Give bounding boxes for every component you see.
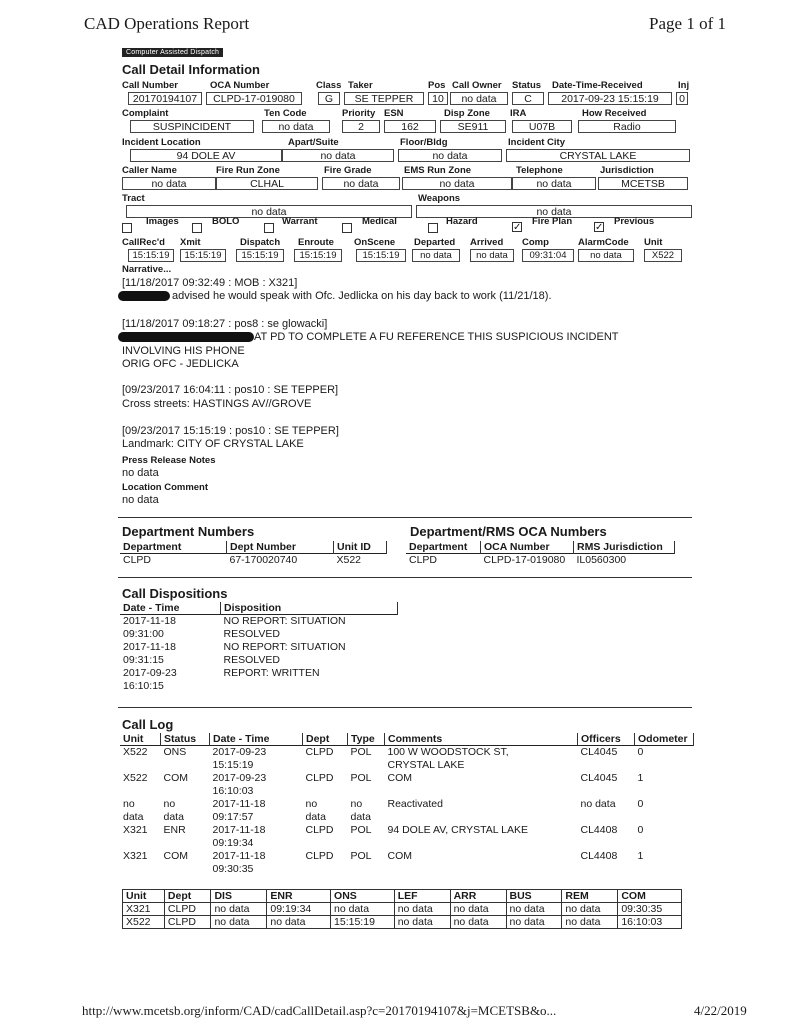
cell: X321 [123,903,165,916]
cell [161,863,210,876]
field-value: no data [416,205,692,218]
cell [385,863,578,876]
field-value: SUSPINCIDENT [130,120,254,133]
col-header: REM [562,890,618,903]
cell [385,837,578,850]
col-header: Comments [385,733,578,746]
cell: 09:19:34 [267,903,331,916]
cell [221,680,398,693]
table-row [120,654,398,667]
cell: data [350,811,371,823]
time-label: Xmit [180,237,201,248]
narrative-entry-head: [11/18/2017 09:18:27 : pos8 : se glowacki] [122,318,328,330]
narrative-entry-text: advised he would speak with Ofc. Jedlicka on his day back to work (11/21/18). [172,290,552,302]
cell [120,837,161,850]
col-header: Odometer [635,733,694,746]
cell: 2017-11-18 [212,824,266,836]
field-value: no data [122,177,216,190]
page-indicator: Page 1 of 1 [649,14,726,33]
cell: 1 [637,772,644,784]
table-row [123,916,682,929]
cell: 94 DOLE AV, CRYSTAL LAKE [387,824,528,836]
field-value: no data [402,177,512,190]
cell: no data [450,903,506,916]
cell: REPORT: WRITTEN [223,667,320,679]
field-value: no data [512,177,596,190]
narrative-label: Narrative... [122,264,172,275]
checkbox-icon [264,223,274,233]
time-value: 15:15:19 [356,249,406,262]
cell: 09:17:57 [212,811,254,823]
field-value: 2017-09-23 15:15:19 [548,92,672,105]
narrative-entry-text: INVOLVING HIS PHONE [122,345,245,357]
field-value: CLHAL [216,177,318,190]
cell [161,785,210,798]
cell: 15:15:19 [331,916,395,929]
field-value: no data [322,177,400,190]
field-label: Pos [428,80,446,91]
time-label: Dispatch [240,237,281,248]
field-value: CRYSTAL LAKE [506,149,690,162]
table-row [120,824,694,837]
cell: 09:30:35 [618,903,682,916]
cell [303,837,348,850]
col-header: ARR [450,890,506,903]
cell: CLPD [123,554,152,566]
field-value: 2 [342,120,380,133]
cell: data [123,811,144,823]
cell: no data [394,916,450,929]
rms-numbers-title: Department/RMS OCA Numbers [410,524,607,539]
cell [635,811,694,824]
field-value: no data [450,92,508,105]
field-value: U07B [512,120,572,133]
cell [348,785,385,798]
checkbox-icon [192,223,202,233]
field-label: IRA [510,108,527,119]
checkbox-label: BOLO [212,216,240,227]
field-value: SE TEPPER [344,92,424,105]
field-label: Taker [348,80,373,91]
field-label: Apart/Suite [288,137,339,148]
table-row [120,615,398,629]
col-header: Date - Time [120,602,221,615]
col-header: COM [618,890,682,903]
cell: 16:10:03 [212,785,254,797]
field-label: Caller Name [122,165,177,176]
col-header: OCA Number [481,541,574,554]
cell: NO REPORT: SITUATION [223,641,346,653]
cell: no data [580,798,616,810]
cell: X321 [123,824,148,836]
cell: RESOLVED [223,654,280,666]
col-header: Department [406,541,481,554]
cell: no [163,798,176,810]
cell: no [350,798,363,810]
dept-numbers-table [120,541,387,567]
time-value: 15:15:19 [236,249,284,262]
checkbox-label: Warrant [282,216,318,227]
cell: 09:30:35 [212,863,254,875]
cell [635,863,694,876]
checkbox-checked-icon: ✓ [595,222,604,233]
field-value: SE911 [440,120,506,133]
checkbox-label: Hazard [446,216,478,227]
time-value: 09:31:04 [522,249,574,262]
cell [578,785,635,798]
field-value: no data [126,205,412,218]
checkbox-checked-icon: ✓ [513,222,522,233]
cell [578,811,635,824]
cell: COM [387,772,412,784]
cell: data [163,811,184,823]
time-label: CallRec'd [122,237,165,248]
cell: 0 [637,746,644,758]
cell: 09:31:15 [123,654,164,666]
cell [635,759,694,772]
cell: ENR [163,824,186,836]
cell: NO REPORT: SITUATION [223,615,346,627]
cell: RESOLVED [223,628,280,640]
field-value: 0 [676,92,688,105]
cell: no data [506,916,562,929]
cell: no data [331,903,395,916]
cell [385,785,578,798]
cell [385,811,578,824]
cell: X522 [123,916,165,929]
field-value: no data [262,120,330,133]
cell: CRYSTAL LAKE [387,759,465,771]
col-header: Date - Time [210,733,303,746]
table-row [120,863,694,876]
dispositions-table [120,602,398,693]
cell: CLPD [305,850,334,862]
col-header: DIS [211,890,267,903]
col-header: Status [161,733,210,746]
field-value: CLPD-17-019080 [206,92,302,105]
cell: POL [350,824,372,836]
table-row [120,811,694,824]
cell [578,759,635,772]
cell: 2017-09-23 [212,772,267,784]
cell [348,837,385,850]
col-header: Unit [123,890,165,903]
report-title: CAD Operations Report [84,14,250,33]
location-comment-label: Location Comment [122,482,209,493]
cad-badge: Computer Assisted Dispatch [122,48,223,57]
dispositions-title: Call Dispositions [122,586,228,601]
footer-date: 4/22/2019 [694,1003,747,1018]
divider [118,517,692,518]
cell: 2017-11-18 [212,798,266,810]
field-label: Date-Time-Received [552,80,643,91]
table-row [120,785,694,798]
cell [120,863,161,876]
checkbox-label: Fire Plan [532,216,573,227]
col-header: Department [120,541,227,554]
cell: no data [562,903,618,916]
field-value: 10 [428,92,448,105]
field-label: How Received [582,108,647,119]
table-row [120,667,398,680]
time-label: OnScene [354,237,396,248]
table-row [120,772,694,785]
checkbox-label: Previous [614,216,655,227]
time-label: Comp [522,237,549,248]
col-header: Dept Number [227,541,334,554]
field-label: Incident City [508,137,566,148]
cell: Reactivated [387,798,443,810]
unit-times-table [122,889,682,929]
narrative-entry-head: [11/18/2017 09:32:49 : MOB : X321] [122,277,298,289]
cell: no data [211,916,267,929]
cell: CLPD [305,824,334,836]
cell: 1 [637,850,644,862]
cell [161,759,210,772]
field-label: Incident Location [122,137,201,148]
cell: 15:15:19 [212,759,254,771]
cell [303,863,348,876]
cell: no data [562,916,618,929]
field-label: Inj [678,80,690,91]
cell: 09:31:00 [123,628,164,640]
col-header: ONS [331,890,395,903]
time-value: no data [578,249,634,262]
checkbox-icon [342,223,352,233]
cell [578,863,635,876]
table-row [120,798,694,811]
cell [120,785,161,798]
cell: X522 [123,772,148,784]
field-label: Call Owner [452,80,502,91]
field-value: G [318,92,340,105]
field-value: Radio [578,120,676,133]
col-header: LEF [394,890,450,903]
table-row [406,554,675,568]
col-header: Type [348,733,385,746]
call-log-title: Call Log [122,717,174,732]
cell [303,785,348,798]
field-label: Complaint [122,108,169,119]
cell [303,759,348,772]
cell: 2017-09-23 [123,667,177,679]
cell: POL [350,746,372,758]
table-row [120,746,694,760]
divider [118,707,692,708]
call-detail-title: Call Detail Information [122,62,260,77]
time-label: Unit [644,237,663,248]
dept-numbers-title: Department Numbers [122,524,255,539]
table-row [120,837,694,850]
cell [578,837,635,850]
table-row [120,850,694,863]
table-row [120,641,398,654]
cell: 2017-11-18 [123,641,176,653]
cell: 67-170020740 [229,554,298,566]
call-log-table [120,733,694,876]
narrative-entry-head: [09/23/2017 16:04:11 : pos10 : SE TEPPER] [122,384,339,396]
field-label: Ten Code [264,108,307,119]
cell: no [123,798,135,810]
field-label: Class [316,80,342,91]
divider [118,577,692,578]
narrative-entry-text: ORIG OFC - JEDLICKA [122,358,239,370]
field-value: 162 [384,120,436,133]
cell: 0 [637,824,644,836]
field-label: Jurisdiction [600,165,654,176]
narrative-entry-text: AT PD TO COMPLETE A FU REFERENCE THIS SUSPICIOUS INCIDENT [254,331,619,343]
field-value: no data [398,149,502,162]
field-value: 20170194107 [128,92,202,105]
time-label: Departed [414,237,456,248]
col-header: RMS Jurisdiction [574,541,675,554]
cell: CLPD [164,903,211,916]
col-header: Disposition [221,602,398,615]
field-label: Disp Zone [444,108,490,119]
field-label: EMS Run Zone [404,165,472,176]
cell: no data [211,903,267,916]
cell: CLPD-17-019080 [483,554,566,566]
table-row [123,903,682,916]
cell: COM [387,850,412,862]
cell: CL4408 [580,824,618,836]
cell: X522 [336,554,362,566]
checkbox-icon [428,223,438,233]
cell: CLPD [409,554,438,566]
field-label: OCA Number [210,80,270,91]
cell [348,759,385,772]
time-value: 15:15:19 [294,249,342,262]
cell [348,863,385,876]
field-label: Telephone [516,165,563,176]
footer-url: http://www.mcetsb.org/inform/CAD/cadCallDetail.asp?c=20170194107&j=MCETSB&o... [82,1003,557,1018]
table-row [120,554,387,568]
cell: no data [267,916,331,929]
field-value: 94 DOLE AV [130,149,282,162]
cell: POL [350,850,372,862]
table-row [120,628,398,641]
cell: X522 [123,746,148,758]
col-header: Unit ID [334,541,387,554]
table-row [120,680,398,693]
cell: CLPD [305,772,334,784]
field-label: Status [512,80,542,91]
cell: CLPD [305,746,334,758]
col-header: Dept [303,733,348,746]
rms-numbers-table [406,541,675,567]
location-comment-value: no data [122,494,159,506]
table-row [120,759,694,772]
cell: no data [506,903,562,916]
narrative-entry-head: [09/23/2017 15:15:19 : pos10 : SE TEPPER] [122,425,339,437]
time-label: Enroute [298,237,334,248]
field-label: Tract [122,193,145,204]
narrative-entry-text: Cross streets: HASTINGS AV//GROVE [122,398,312,410]
cell [635,785,694,798]
cell: 100 W WOODSTOCK ST, [387,746,509,758]
cell: POL [350,772,372,784]
narrative-entry-text: Landmark: CITY OF CRYSTAL LAKE [122,438,304,450]
cell: 16:10:03 [618,916,682,929]
cell: X321 [123,850,148,862]
time-value: 15:15:19 [128,249,174,262]
col-header: Unit [120,733,161,746]
cell: data [305,811,326,823]
field-label: Floor/Bldg [400,137,448,148]
cell [635,837,694,850]
press-release-label: Press Release Notes [122,455,216,466]
col-header: Officers [578,733,635,746]
cell: 09:19:34 [212,837,254,849]
field-label: Fire Grade [324,165,372,176]
cell: ONS [163,746,187,758]
cell: 16:10:15 [123,680,164,692]
field-label: Weapons [418,193,461,204]
checkbox-label: Images [146,216,179,227]
field-label: Call Number [122,80,178,91]
press-release-value: no data [122,467,159,479]
field-label: ESN [384,108,404,119]
cell: CL4045 [580,772,618,784]
cell: COM [163,850,188,862]
cell: no [305,798,318,810]
field-label: Fire Run Zone [216,165,280,176]
col-header: Dept [164,890,211,903]
redaction-bar [118,332,254,342]
cell: IL0560300 [576,554,627,566]
field-label: Priority [342,108,376,119]
cell: no data [450,916,506,929]
col-header: BUS [506,890,562,903]
cell [120,759,161,772]
cell: no data [394,903,450,916]
cell: CL4045 [580,746,618,758]
redaction-bar [118,291,170,301]
col-header: ENR [267,890,331,903]
cell: CLPD [164,916,211,929]
time-value: X522 [644,249,682,262]
cell: 0 [637,798,644,810]
time-value: no data [470,249,514,262]
cell [161,837,210,850]
time-value: 15:15:19 [180,249,226,262]
time-label: AlarmCode [578,237,629,248]
cell: 2017-09-23 [212,746,267,758]
checkbox-icon [122,223,132,233]
cell: CL4408 [580,850,618,862]
cell: COM [163,772,188,784]
time-value: no data [412,249,460,262]
time-label: Arrived [470,237,504,248]
cell: 2017-11-18 [123,615,176,627]
field-value: no data [282,149,394,162]
checkbox-label: Medical [362,216,397,227]
field-value: MCETSB [598,177,688,190]
cell: 2017-11-18 [212,850,266,862]
field-value: C [512,92,544,105]
